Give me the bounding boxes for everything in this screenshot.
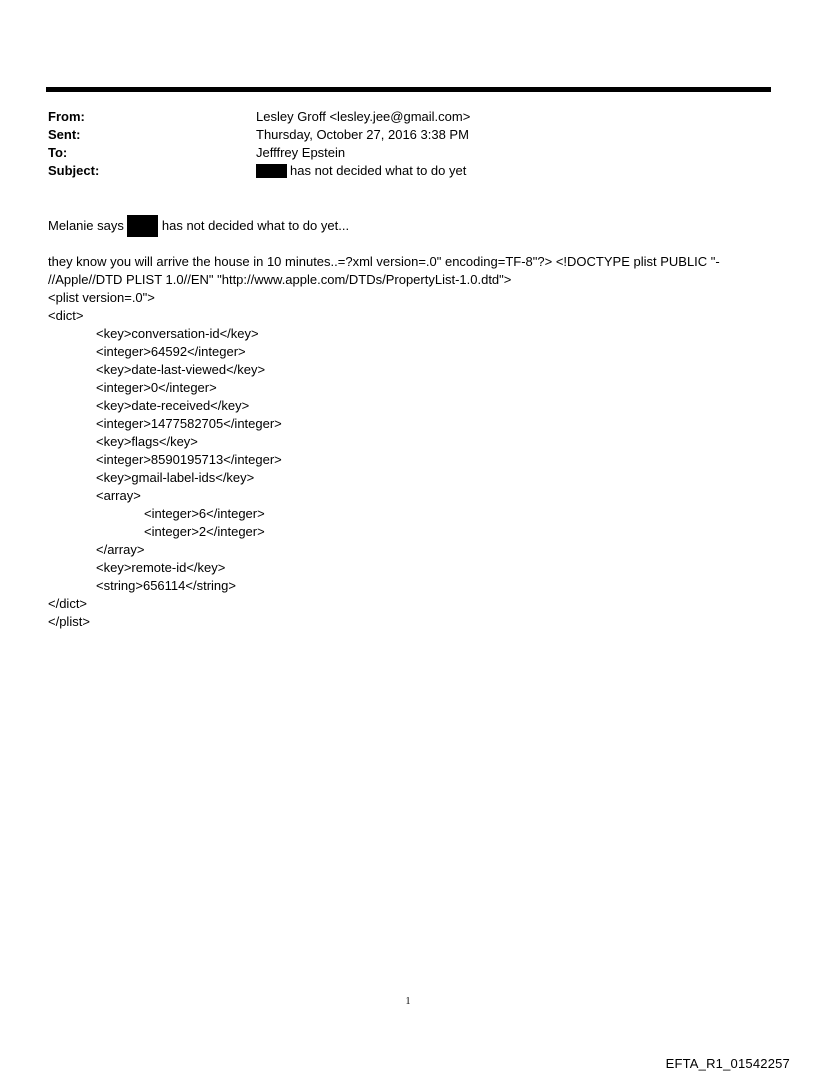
body-line: <integer>8590195713</integer> — [96, 452, 282, 467]
from-row — [48, 108, 748, 126]
intro-before: Melanie says — [48, 218, 124, 233]
body-line: <integer>1477582705</integer> — [96, 416, 282, 431]
body-line: <key>conversation-id</key> — [96, 326, 259, 341]
intro-after: has not decided what to do yet... — [161, 218, 350, 233]
body-line: <key>flags</key> — [96, 434, 198, 449]
email-body — [48, 215, 768, 631]
subject-label: Subject: — [48, 163, 100, 178]
body-line: <integer>6</integer> — [144, 506, 265, 521]
intro-line — [48, 215, 768, 237]
to-row — [48, 144, 748, 162]
body-line: </plist> — [48, 614, 90, 629]
body-line: <integer>64592</integer> — [96, 344, 246, 359]
sent-row — [48, 126, 748, 144]
header-divider — [46, 87, 771, 92]
redaction-box — [127, 215, 158, 237]
sent-value: Thursday, October 27, 2016 3:38 PM — [256, 127, 469, 142]
body-line: <key>gmail-label-ids</key> — [96, 470, 255, 485]
body-line: <string>656114</string> — [96, 578, 236, 593]
body-line: </array> — [96, 542, 145, 557]
subject-row — [48, 162, 748, 180]
body-line: <key>date-last-viewed</key> — [96, 362, 266, 377]
document-id: EFTA_R1_01542257 — [665, 1056, 790, 1071]
body-line: they know you will arrive the house in 10 minutes..=?xml version=.0" encoding=TF-8"?> <!DOCTYPE plist PUBLIC "- — [48, 254, 720, 269]
subject-value: has not decided what to do yet — [290, 163, 467, 178]
body-line: <plist version=.0"> — [48, 290, 155, 305]
sent-label: Sent: — [48, 127, 81, 142]
to-label: To: — [48, 145, 68, 160]
subject-value-wrap — [256, 162, 748, 180]
to-value: Jefffrey Epstein — [256, 145, 346, 160]
body-line: <key>date-received</key> — [96, 398, 250, 413]
page-number: 1 — [405, 996, 411, 1007]
body-line: //Apple//DTD PLIST 1.0//EN" "http://www.apple.com/DTDs/PropertyList-1.0.dtd"> — [48, 272, 512, 287]
body-line: <key>remote-id</key> — [96, 560, 226, 575]
body-line: <array> — [96, 488, 141, 503]
body-line: <dict> — [48, 308, 84, 323]
from-value: Lesley Groff <lesley.jee@gmail.com> — [256, 109, 471, 124]
body-line: </dict> — [48, 596, 88, 611]
email-header — [48, 108, 748, 180]
from-label: From: — [48, 109, 85, 124]
body-line: <integer>0</integer> — [96, 380, 217, 395]
redaction-box — [256, 164, 287, 178]
body-line: <integer>2</integer> — [144, 524, 265, 539]
